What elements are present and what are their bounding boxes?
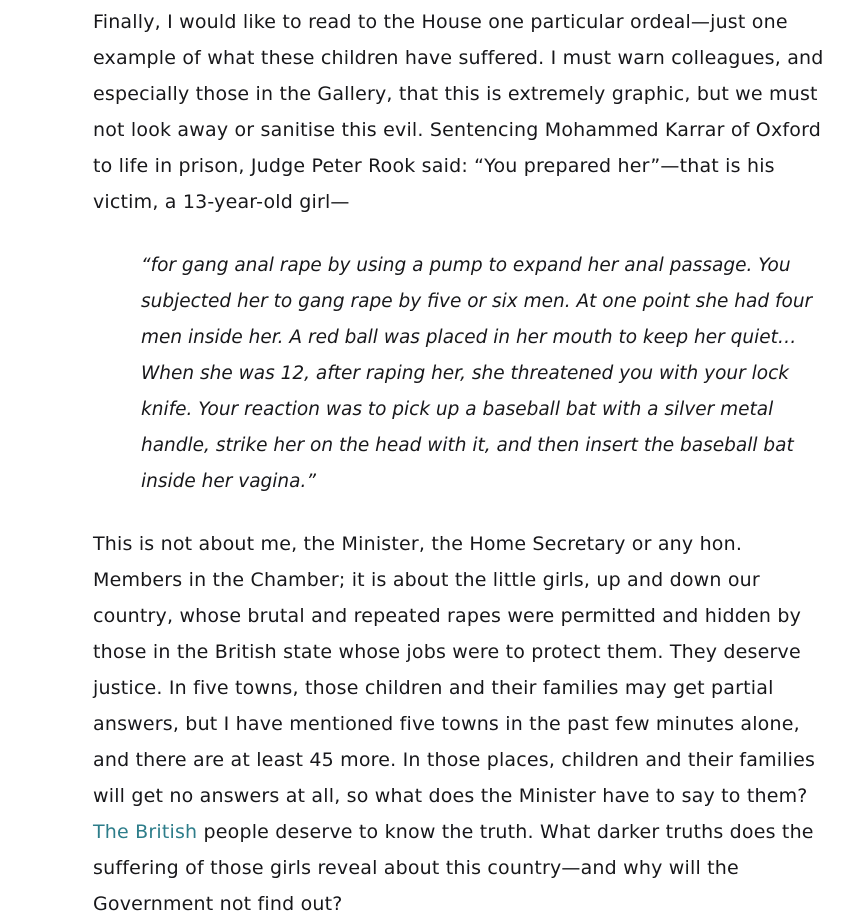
paragraph-conclusion — [93, 524, 829, 922]
paragraph-conclusion-part-2: people deserve to know the truth. What darker truths does the suffering of those girls reveal about this country—and why will the Government not find out? — [93, 821, 814, 915]
link-the-british[interactable]: The British — [93, 821, 198, 843]
paragraph-conclusion-part-1: This is not about me, the Minister, the Home Secretary or any hon. Members in the Chamber; it is about the little girls, up and down our country, whose brutal and repeated rapes were permitted and hidden by those in the British state whose jobs were to protect them. They deserve justice. In five towns, those children and their families may get partial answers, but I have mentioned five towns in the past few minutes alone, and there are at least 45 more. In those places, children and their families will get no answers at all, so what does the Minister have to say to them? — [93, 533, 816, 807]
blockquote — [93, 248, 829, 500]
paragraph-intro: Finally, I would like to read to the House one particular ordeal—just one example of what these children have suffered. I must warn colleagues, and especially those in the Gallery, that this is extremely graphic, but we must not look away or sanitise this evil. Sentencing Mohammed Karrar of Oxford to life in prison, Judge Peter Rook said: “You prepared her”—that is his victim, a 13-year-old girl— — [93, 11, 824, 213]
blockquote-text: “for gang anal rape by using a pump to expand her anal passage. You subjected her to gang rape by five or six men. At one point she had four men inside her. A red ball was placed in her mouth to keep her quiet… When she was 12, after raping her, she threatened you with your lock knife. Your reaction was to pick up a baseball bat with a silver metal handle, strike her on the head with it, and then insert the baseball bat inside her vagina.” — [141, 255, 813, 492]
